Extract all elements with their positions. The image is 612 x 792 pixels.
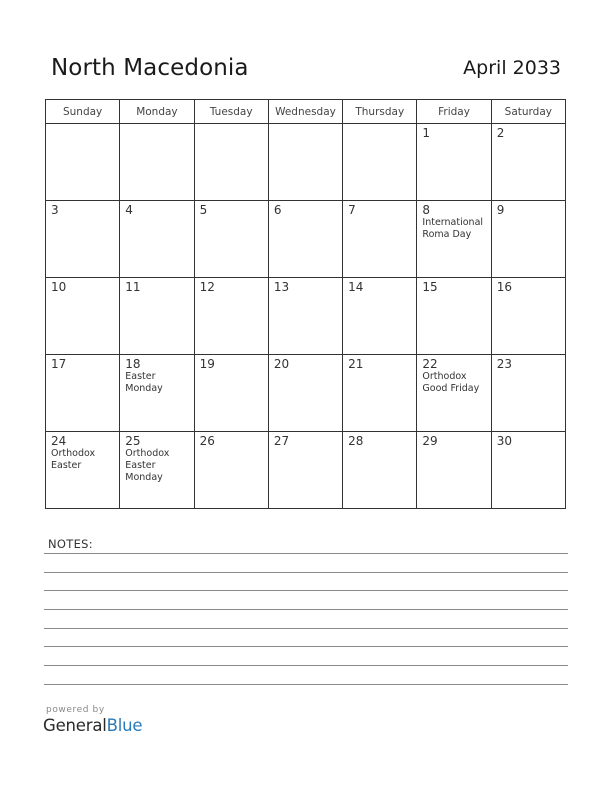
weekday-saturday: Saturday: [491, 100, 565, 124]
weekday-tuesday: Tuesday: [194, 100, 268, 124]
day-number: 29: [422, 434, 438, 448]
generalblue-logo[interactable]: [43, 716, 142, 735]
day-number: 12: [199, 280, 215, 294]
day-cell-9: [491, 201, 565, 278]
day-cell-2: [491, 124, 565, 201]
month-year-title: April 2033: [463, 57, 561, 79]
day-number: 26: [199, 434, 215, 448]
note-line: [44, 553, 568, 554]
day-number: 17: [51, 357, 67, 371]
calendar-body: [46, 124, 566, 509]
weekday-header-row: [46, 100, 566, 124]
day-cell-6: [268, 201, 342, 278]
day-number: 30: [496, 434, 512, 448]
day-cell-4: [120, 201, 194, 278]
day-number: 28: [348, 434, 364, 448]
note-line: [44, 684, 568, 685]
day-number: 7: [348, 203, 356, 217]
day-cell-21: [343, 355, 417, 432]
holiday-label: Orthodox Good Friday: [422, 371, 480, 394]
calendar-grid: [45, 99, 566, 509]
day-cell-15: [417, 278, 491, 355]
day-cell-19: [194, 355, 268, 432]
day-number: 6: [273, 203, 282, 217]
empty-day-cell: [343, 124, 417, 201]
holiday-label: Orthodox Easter Monday: [125, 448, 170, 483]
notes-label: NOTES:: [48, 537, 93, 551]
day-cell-5: [194, 201, 268, 278]
day-cell-23: [491, 355, 565, 432]
note-line: [44, 628, 568, 629]
day-cell-8: [417, 201, 491, 278]
day-number: 25: [125, 434, 141, 448]
powered-by-text: powered by: [46, 705, 105, 715]
empty-day-cell: [194, 124, 268, 201]
day-number: 3: [51, 203, 59, 217]
calendar-week-row: [46, 124, 566, 201]
day-cell-17: [46, 355, 120, 432]
day-number: 5: [199, 203, 208, 217]
day-cell-1: [417, 124, 491, 201]
weekday-sunday: Sunday: [46, 100, 120, 124]
day-cell-25: [120, 432, 194, 509]
day-number: 22: [422, 357, 438, 371]
day-number: 8: [422, 203, 431, 217]
note-line: [44, 665, 568, 666]
day-cell-30: [491, 432, 565, 509]
day-cell-7: [343, 201, 417, 278]
day-number: 20: [273, 357, 290, 371]
day-cell-29: [417, 432, 491, 509]
day-number: 19: [199, 357, 215, 371]
day-number: 14: [348, 280, 364, 294]
day-number: 16: [496, 280, 512, 294]
note-line: [44, 590, 568, 591]
day-number: 18: [125, 357, 141, 371]
calendar-week-row: [46, 278, 566, 355]
weekday-thursday: Thursday: [343, 100, 417, 124]
calendar-week-row: [46, 201, 566, 278]
note-line: [44, 646, 568, 647]
day-cell-27: [268, 432, 342, 509]
brand-general: General: [43, 716, 107, 735]
day-number: 11: [125, 280, 141, 294]
calendar-week-row: [46, 355, 566, 432]
day-number: 9: [496, 203, 505, 217]
note-line: [44, 609, 568, 610]
day-number: 13: [273, 280, 290, 294]
day-number: 1: [422, 126, 431, 140]
empty-day-cell: [268, 124, 342, 201]
empty-day-cell: [46, 124, 120, 201]
weekday-friday: Friday: [417, 100, 491, 124]
day-cell-11: [120, 278, 194, 355]
day-number: 23: [496, 357, 512, 371]
day-cell-10: [46, 278, 120, 355]
day-cell-3: [46, 201, 120, 278]
day-cell-18: [120, 355, 194, 432]
day-cell-26: [194, 432, 268, 509]
note-line: [44, 572, 568, 573]
day-number: 4: [125, 203, 133, 217]
day-cell-28: [343, 432, 417, 509]
day-cell-24: [46, 432, 120, 509]
day-cell-12: [194, 278, 268, 355]
calendar-week-row: [46, 432, 566, 509]
day-cell-13: [268, 278, 342, 355]
holiday-label: Easter Monday: [125, 371, 163, 394]
brand-blue: Blue: [106, 716, 143, 735]
day-cell-14: [343, 278, 417, 355]
day-cell-22: [417, 355, 491, 432]
day-cell-20: [268, 355, 342, 432]
country-title: North Macedonia: [51, 55, 249, 81]
day-number: 15: [422, 280, 438, 294]
holiday-label: Orthodox Easter: [51, 448, 96, 471]
day-number: 24: [51, 434, 67, 448]
holiday-label: International Roma Day: [422, 217, 484, 240]
empty-day-cell: [120, 124, 194, 201]
weekday-monday: Monday: [120, 100, 194, 124]
day-cell-16: [491, 278, 565, 355]
day-number: 21: [348, 357, 364, 371]
day-number: 10: [51, 280, 67, 294]
weekday-wednesday: Wednesday: [268, 100, 342, 124]
day-number: 2: [496, 126, 505, 140]
day-number: 27: [273, 434, 290, 448]
